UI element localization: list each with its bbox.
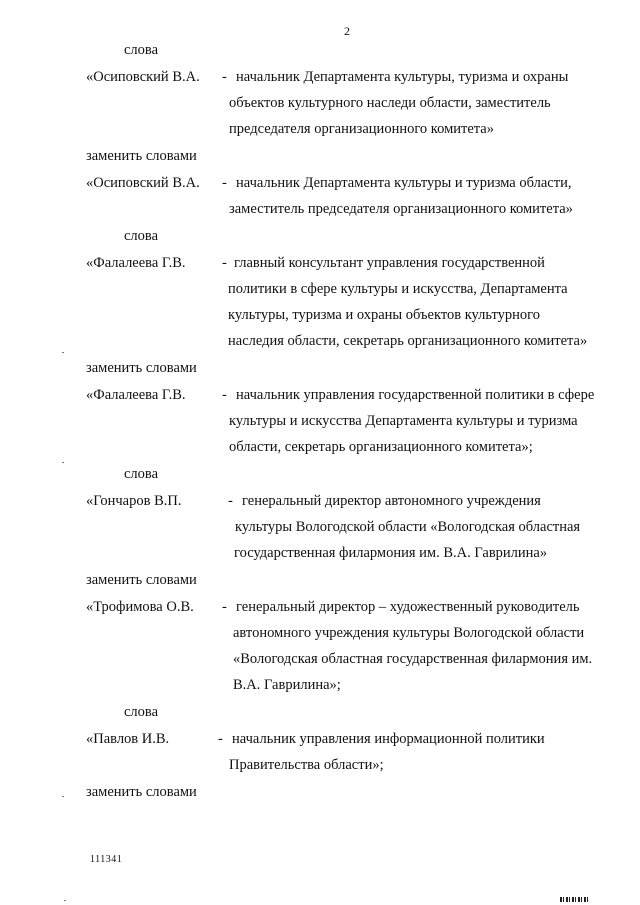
position-line: наследия области, секретарь организационного комитета» xyxy=(228,333,588,349)
document-code: 111341 xyxy=(90,854,123,865)
position-line: начальник Департамента культуры, туризма и охраны xyxy=(236,69,569,85)
position-line: культуры, туризма и охраны объектов культурного xyxy=(228,307,540,323)
dash: - xyxy=(222,69,227,85)
person-name: «Осиповский В.А. xyxy=(86,69,200,85)
dash: - xyxy=(222,599,227,615)
position-line: начальник Департамента культуры и туризма области, xyxy=(236,175,572,191)
position-line: генеральный директор – художественный руководитель xyxy=(236,599,580,615)
dash: - xyxy=(222,387,227,403)
position-line: автономного учреждения культуры Вологодской области xyxy=(233,625,585,641)
position-line: генеральный директор автономного учреждения xyxy=(242,493,541,509)
label-slova: слова xyxy=(124,228,159,244)
label-replace: заменить словами xyxy=(86,784,197,800)
label-slova: слова xyxy=(124,704,159,720)
label-replace: заменить словами xyxy=(86,360,197,376)
position-line: политики в сфере культуры и искусства, Департамента xyxy=(228,281,568,297)
label-slova: слова xyxy=(124,42,159,58)
dash: - xyxy=(222,175,227,191)
position-line: Правительства области»; xyxy=(229,757,384,773)
scan-speck xyxy=(62,796,64,797)
position-line: культуры и искусства Департамента культуры и туризма xyxy=(229,413,578,429)
position-line: председателя организационного комитета» xyxy=(229,121,494,137)
person-name: «Фалалеева Г.В. xyxy=(86,255,186,271)
label-replace: заменить словами xyxy=(86,148,197,164)
position-line: начальник управления государственной политики в сфере xyxy=(236,387,595,403)
position-line: государственная филармония им. В.А. Гаврилина» xyxy=(234,545,548,561)
position-line: культуры Вологодской области «Вологодская областная xyxy=(235,519,581,535)
scan-speck xyxy=(62,352,64,353)
page-number: 2 xyxy=(344,24,350,38)
dash: - xyxy=(222,255,227,271)
position-line: области, секретарь организационного комитета»; xyxy=(229,439,533,455)
position-line: заместитель председателя организационного комитета» xyxy=(229,201,573,217)
person-name: «Трофимова О.В. xyxy=(86,599,194,615)
position-line: «Вологодская областная государственная филармония им. xyxy=(233,651,593,667)
scan-speck xyxy=(64,900,66,901)
person-name: «Осиповский В.А. xyxy=(86,175,200,191)
label-slova: слова xyxy=(124,466,159,482)
dash: - xyxy=(228,493,233,509)
person-name: «Фалалеева Г.В. xyxy=(86,387,186,403)
position-line: В.А. Гаврилина»; xyxy=(233,677,341,693)
person-name: «Гончаров В.П. xyxy=(86,493,182,509)
scan-barcode-mark xyxy=(560,897,590,902)
label-replace: заменить словами xyxy=(86,572,197,588)
scan-speck xyxy=(62,462,64,463)
dash: - xyxy=(218,731,223,747)
position-line: главный консультант управления государственной xyxy=(234,255,545,271)
position-line: объектов культурного наследи области, заместитель xyxy=(229,95,551,111)
position-line: начальник управления информационной политики xyxy=(232,731,545,747)
person-name: «Павлов И.В. xyxy=(86,731,170,747)
